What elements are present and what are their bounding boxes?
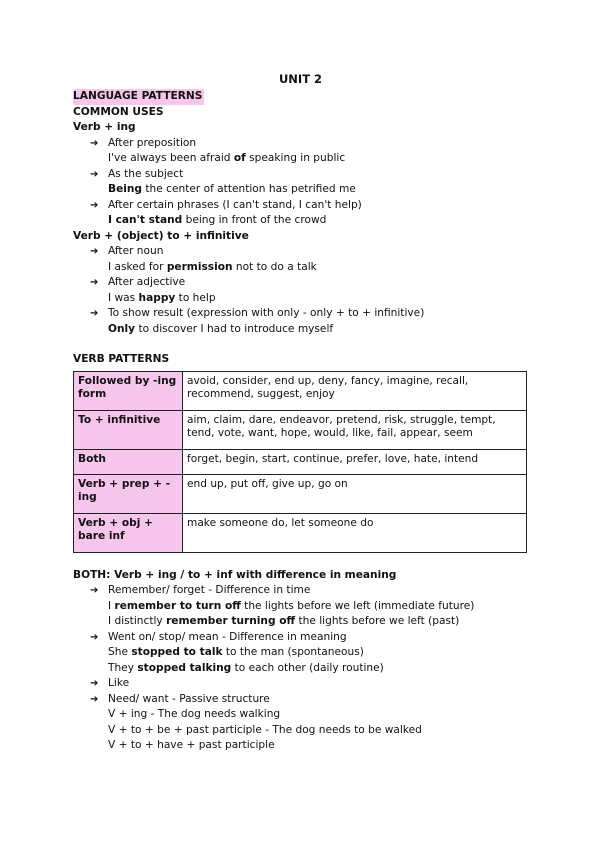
arrow-icon: ➔ (90, 308, 99, 319)
verb-patterns-heading: VERB PATTERNS (73, 353, 170, 365)
arrow-icon: ➔ (90, 246, 99, 257)
language-patterns-heading: LANGUAGE PATTERNS (73, 89, 204, 105)
document-page (73, 70, 528, 754)
example-line (73, 151, 528, 167)
arrow-icon: ➔ (90, 137, 99, 149)
table-row (74, 410, 527, 449)
language-patterns-line (73, 89, 528, 105)
example-line (73, 291, 528, 307)
bullet-text: After certain phrases (I can't stand, I can't help) (108, 198, 362, 211)
bullet-remember-forget (73, 583, 528, 599)
example-text: I've always been afraid (108, 152, 234, 164)
example-line: V + ing - The dog needs walking (108, 708, 281, 720)
example-bold: remember to turn off (114, 599, 241, 612)
example-line (73, 213, 528, 229)
arrow-icon: ➔ (90, 678, 99, 689)
bullet-as-subject (73, 167, 528, 183)
bullet-text: Need/ want - Passive structure (108, 692, 270, 705)
example-bold: Being (108, 183, 143, 195)
example-line (73, 182, 528, 198)
verb-inf-heading: Verb + (object) to + infinitive (73, 229, 249, 242)
example-bold: remember turning off (166, 615, 296, 627)
bullet-text: To show result (expression with only - only + to + infinitive) (108, 307, 425, 319)
table-key-cell: To + infinitive (74, 410, 183, 449)
common-uses-heading: COMMON USES (73, 105, 164, 118)
example-text: to help (175, 291, 216, 304)
bullet-went-on-stop-mean (73, 630, 528, 646)
example-bold: I can't stand (108, 214, 183, 226)
table-value-cell: end up, put off, give up, go on (183, 474, 527, 513)
verb-patterns-table (73, 371, 527, 553)
example-text: not to do a talk (232, 260, 317, 273)
example-line (73, 260, 528, 276)
bullet-text: After noun (108, 245, 164, 257)
example-text: They (108, 661, 138, 674)
page-title: UNIT 2 (278, 72, 323, 86)
example-text: I (108, 599, 115, 612)
example-text: the center of attention has petrified me (142, 183, 356, 195)
table-row (74, 513, 527, 552)
bullet-text: Went on/ stop/ mean - Difference in meaning (108, 630, 347, 643)
example-text: the lights before we left (past) (295, 615, 460, 627)
table-value-cell: make someone do, let someone do (183, 513, 527, 552)
table-key-cell: Verb + prep + -ing (74, 474, 183, 513)
example-bold: of (233, 152, 246, 164)
example-text: the lights before we left (immediate future) (240, 599, 475, 612)
example-text: to the man (spontaneous) (222, 646, 364, 658)
bullet-text: Remember/ forget - Difference in time (108, 584, 311, 596)
example-text: I asked for (108, 260, 167, 273)
table-key-cell: Both (74, 449, 183, 474)
example-line: V + to + have + past participle (108, 739, 275, 751)
table-row (74, 474, 527, 513)
arrow-icon: ➔ (90, 585, 99, 596)
example-line (73, 599, 528, 615)
arrow-icon: ➔ (90, 631, 99, 643)
table-row (74, 371, 527, 410)
bullet-after-adjective (73, 275, 528, 291)
example-bold: Only (108, 322, 136, 335)
example-bold: permission (166, 260, 233, 273)
table-value-cell: avoid, consider, end up, deny, fancy, imagine, recall, recommend, suggest, enjoy (183, 371, 527, 410)
example-text: I was (108, 291, 139, 304)
table-key-cell: Verb + obj + bare inf (74, 513, 183, 552)
bullet-need-want (73, 692, 528, 708)
table-row (74, 449, 527, 474)
example-text: I distinctly (108, 615, 167, 627)
bullet-like (73, 676, 528, 692)
table-value-cell: aim, claim, dare, endeavor, pretend, risk, struggle, tempt, tend, vote, want, hope, would, like, fail, appear, seem (183, 410, 527, 449)
example-bold: happy (138, 291, 176, 304)
arrow-icon: ➔ (90, 277, 99, 288)
arrow-icon: ➔ (90, 199, 99, 211)
bullet-text: After adjective (108, 276, 186, 288)
example-text: She (108, 646, 132, 658)
example-text: to discover I had to introduce myself (135, 322, 334, 335)
both-heading: BOTH: Verb + ing / to + inf with difference in meaning (73, 568, 397, 581)
arrow-icon: ➔ (90, 168, 99, 180)
example-text: to each other (daily routine) (231, 661, 384, 674)
bullet-show-result (73, 306, 528, 322)
bullet-text: Like (108, 677, 130, 689)
bullet-text: As the subject (108, 167, 184, 180)
example-line: V + to + be + past participle - The dog needs to be walked (108, 723, 422, 736)
table-key-cell: Followed by -ing form (74, 371, 183, 410)
arrow-icon: ➔ (90, 693, 99, 705)
bullet-text: After preposition (108, 136, 197, 149)
example-line (73, 661, 528, 677)
example-bold: stopped to talk (131, 646, 223, 658)
bullet-after-preposition (73, 136, 528, 152)
example-line (73, 645, 528, 661)
example-text: being in front of the crowd (182, 214, 327, 226)
verb-ing-heading: Verb + ing (73, 121, 136, 133)
table-value-cell: forget, begin, start, continue, prefer, love, hate, intend (183, 449, 527, 474)
example-line (73, 614, 528, 630)
bullet-certain-phrases (73, 198, 528, 214)
example-bold: stopped talking (137, 661, 232, 674)
bullet-after-noun (73, 244, 528, 260)
example-line (73, 322, 528, 338)
example-text: speaking in public (245, 152, 346, 164)
